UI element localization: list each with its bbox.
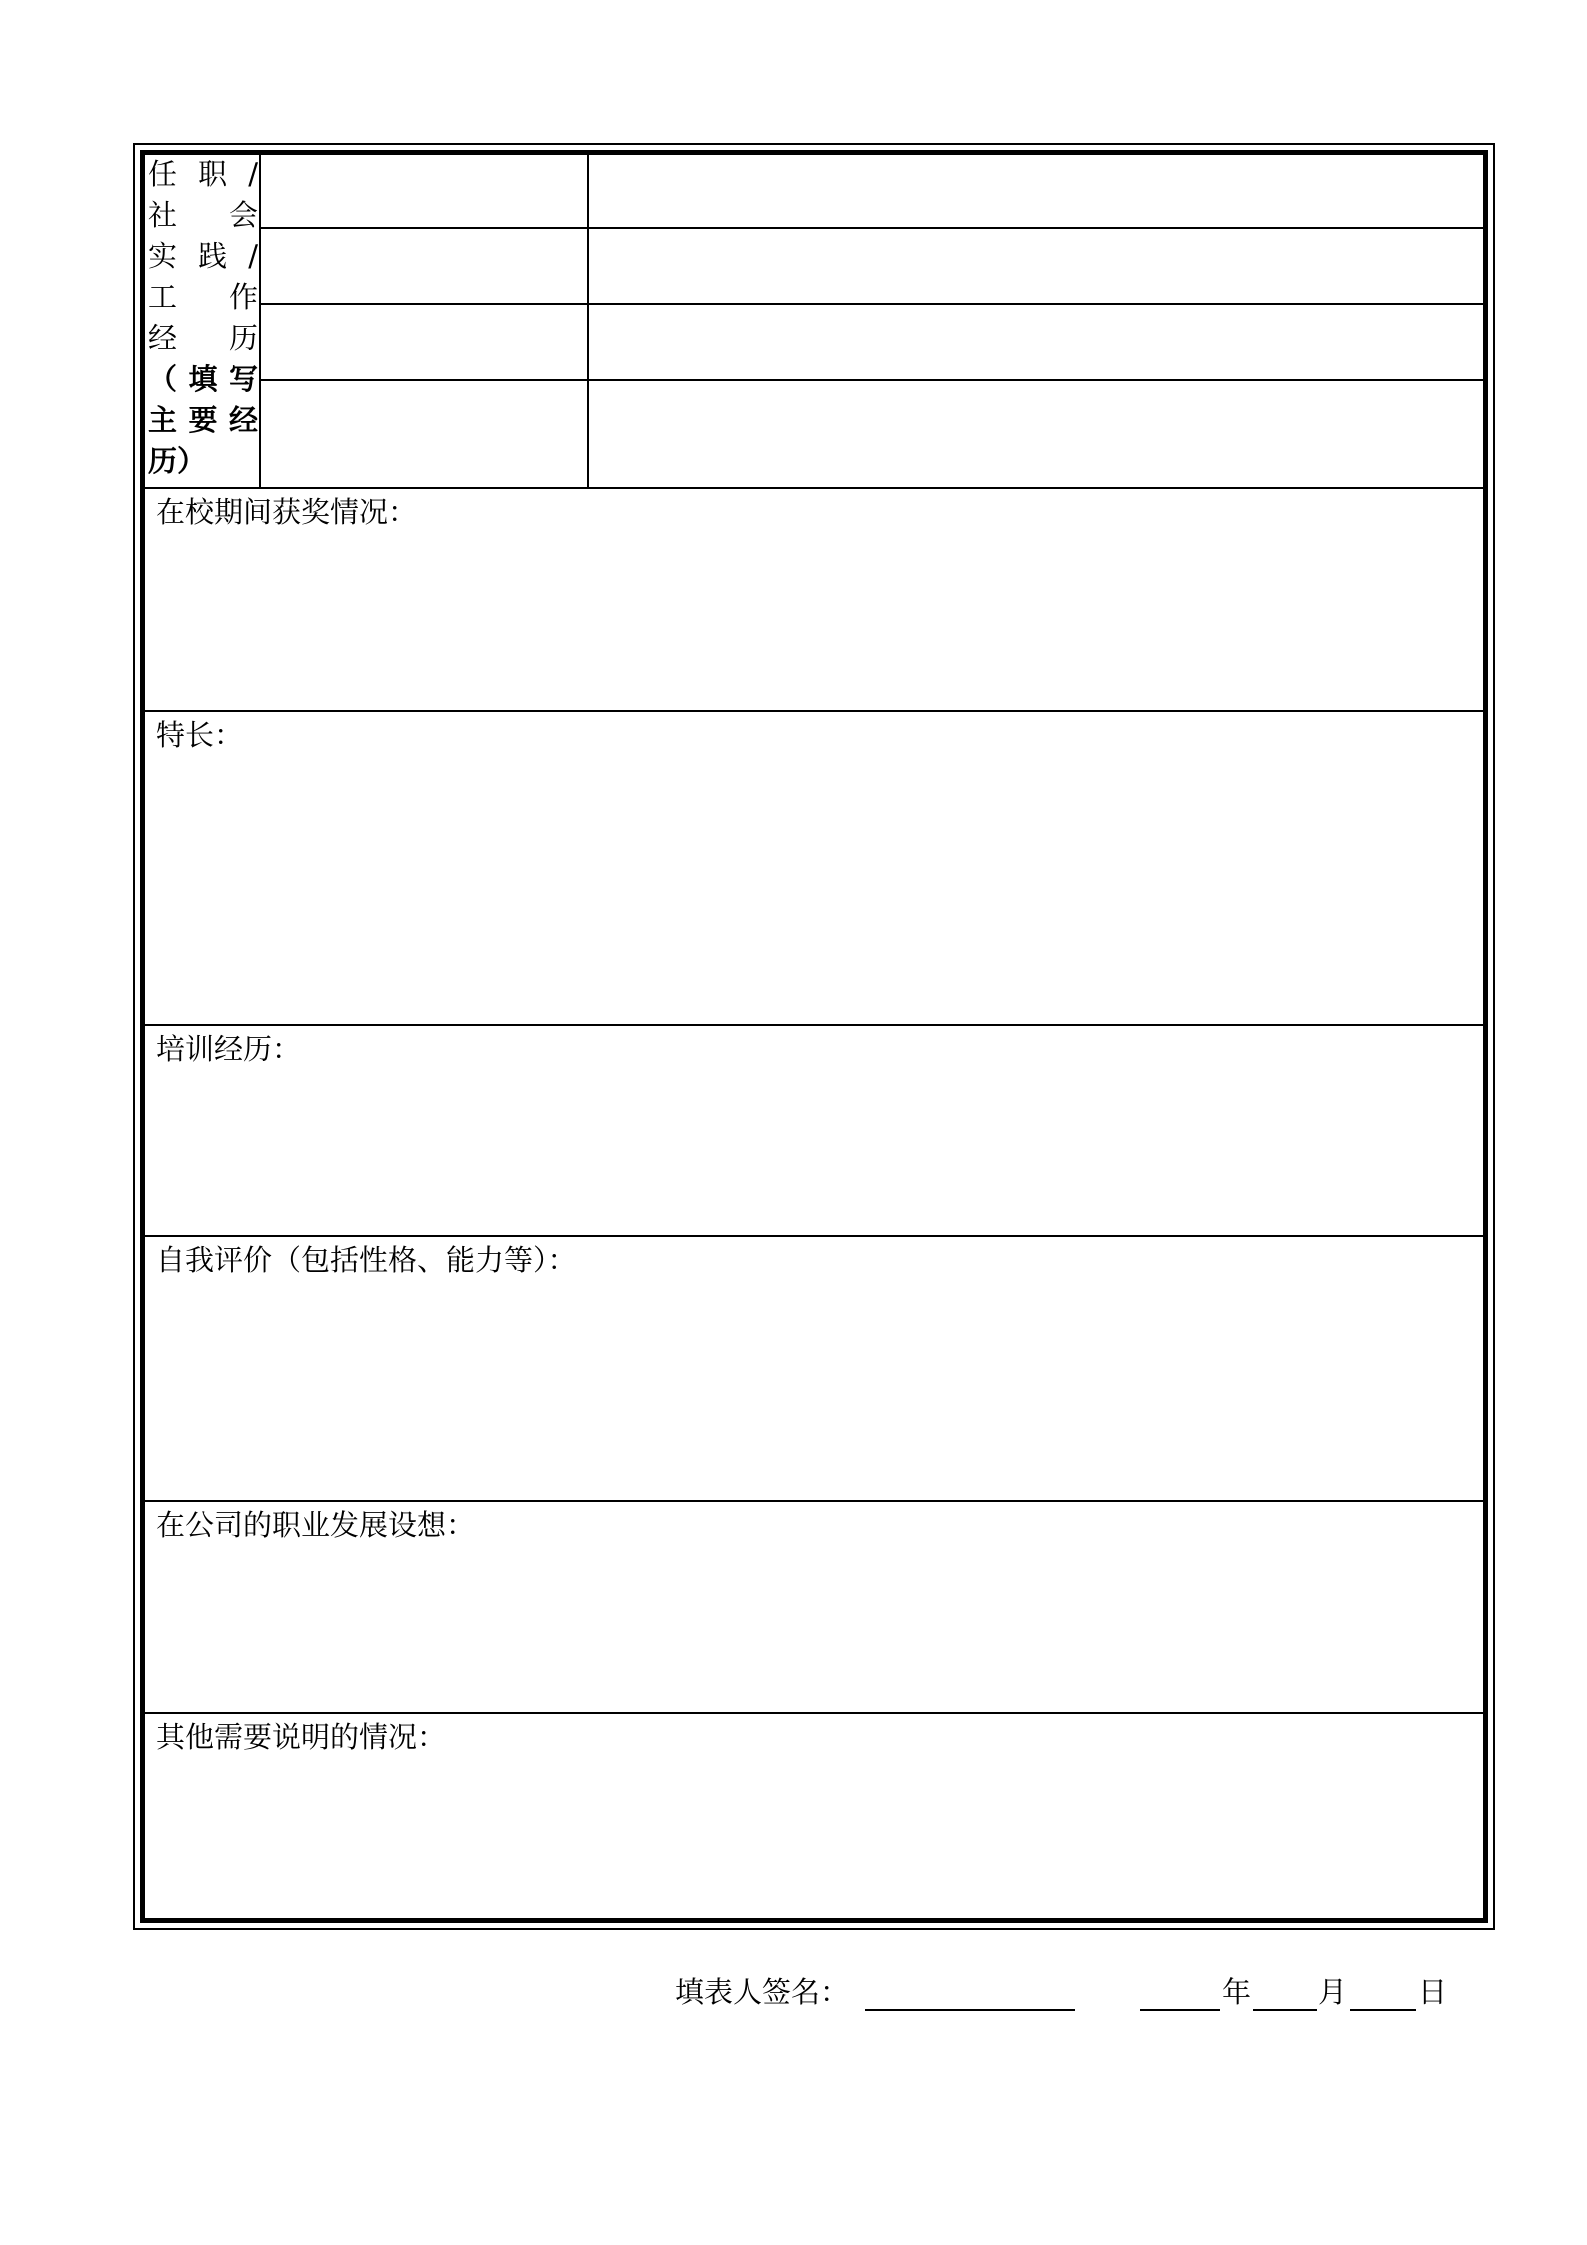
experience-label-line-5: 经 历 [148, 321, 258, 355]
other-info-label: 其他需要说明的情况： [156, 1720, 447, 1754]
specialty-label: 特长： [156, 718, 244, 752]
experience-label [148, 154, 258, 484]
section-divider-other [145, 1712, 1483, 1714]
experience-row-4-col2[interactable] [591, 383, 1481, 483]
experience-row-4-col1[interactable] [263, 383, 583, 483]
signature-year-field[interactable] [1140, 2009, 1220, 2011]
experience-row-3-col1[interactable] [263, 307, 583, 377]
section-divider-training [145, 1024, 1483, 1026]
experience-label-line-4: 工 作 [148, 280, 258, 314]
self-evaluation-label: 自我评价（包括性格、能力等）： [156, 1243, 577, 1277]
experience-row-divider-2 [260, 303, 1483, 305]
section-divider-self-evaluation [145, 1235, 1483, 1237]
training-label: 培训经历： [156, 1032, 302, 1066]
experience-divider-middle [587, 150, 589, 488]
experience-row-divider-1 [260, 227, 1483, 229]
signature-year-label: 年 [1222, 1975, 1252, 2009]
experience-row-1-col2[interactable] [591, 155, 1481, 225]
signature-month-label: 月 [1318, 1975, 1348, 2009]
signature-label: 填表人签名： [675, 1975, 850, 2009]
section-divider-specialty [145, 710, 1483, 712]
experience-row-2-col1[interactable] [263, 231, 583, 301]
awards-label: 在校期间获奖情况： [156, 495, 418, 529]
experience-row-divider-3 [260, 379, 1483, 381]
experience-row-1-col1[interactable] [263, 155, 583, 225]
signature-month-field[interactable] [1253, 2009, 1317, 2011]
experience-label-line-6: （ 填 写 [148, 362, 258, 396]
signature-day-label: 日 [1418, 1975, 1448, 2009]
experience-label-line-3: 实 践 / [148, 239, 258, 273]
signature-day-field[interactable] [1350, 2009, 1416, 2011]
signature-name-field[interactable] [865, 2009, 1075, 2011]
section-divider-awards [145, 487, 1483, 489]
experience-label-line-2: 社 会 [148, 198, 258, 232]
experience-label-line-8: 历 ） [148, 444, 207, 478]
experience-row-3-col2[interactable] [591, 307, 1481, 377]
experience-label-line-1: 任 职 / [148, 157, 258, 191]
experience-divider-label [259, 150, 261, 488]
career-plan-label: 在公司的职业发展设想： [156, 1508, 476, 1542]
experience-label-line-7: 主 要 经 [148, 403, 258, 437]
section-divider-career-plan [145, 1500, 1483, 1502]
experience-row-2-col2[interactable] [591, 231, 1481, 301]
